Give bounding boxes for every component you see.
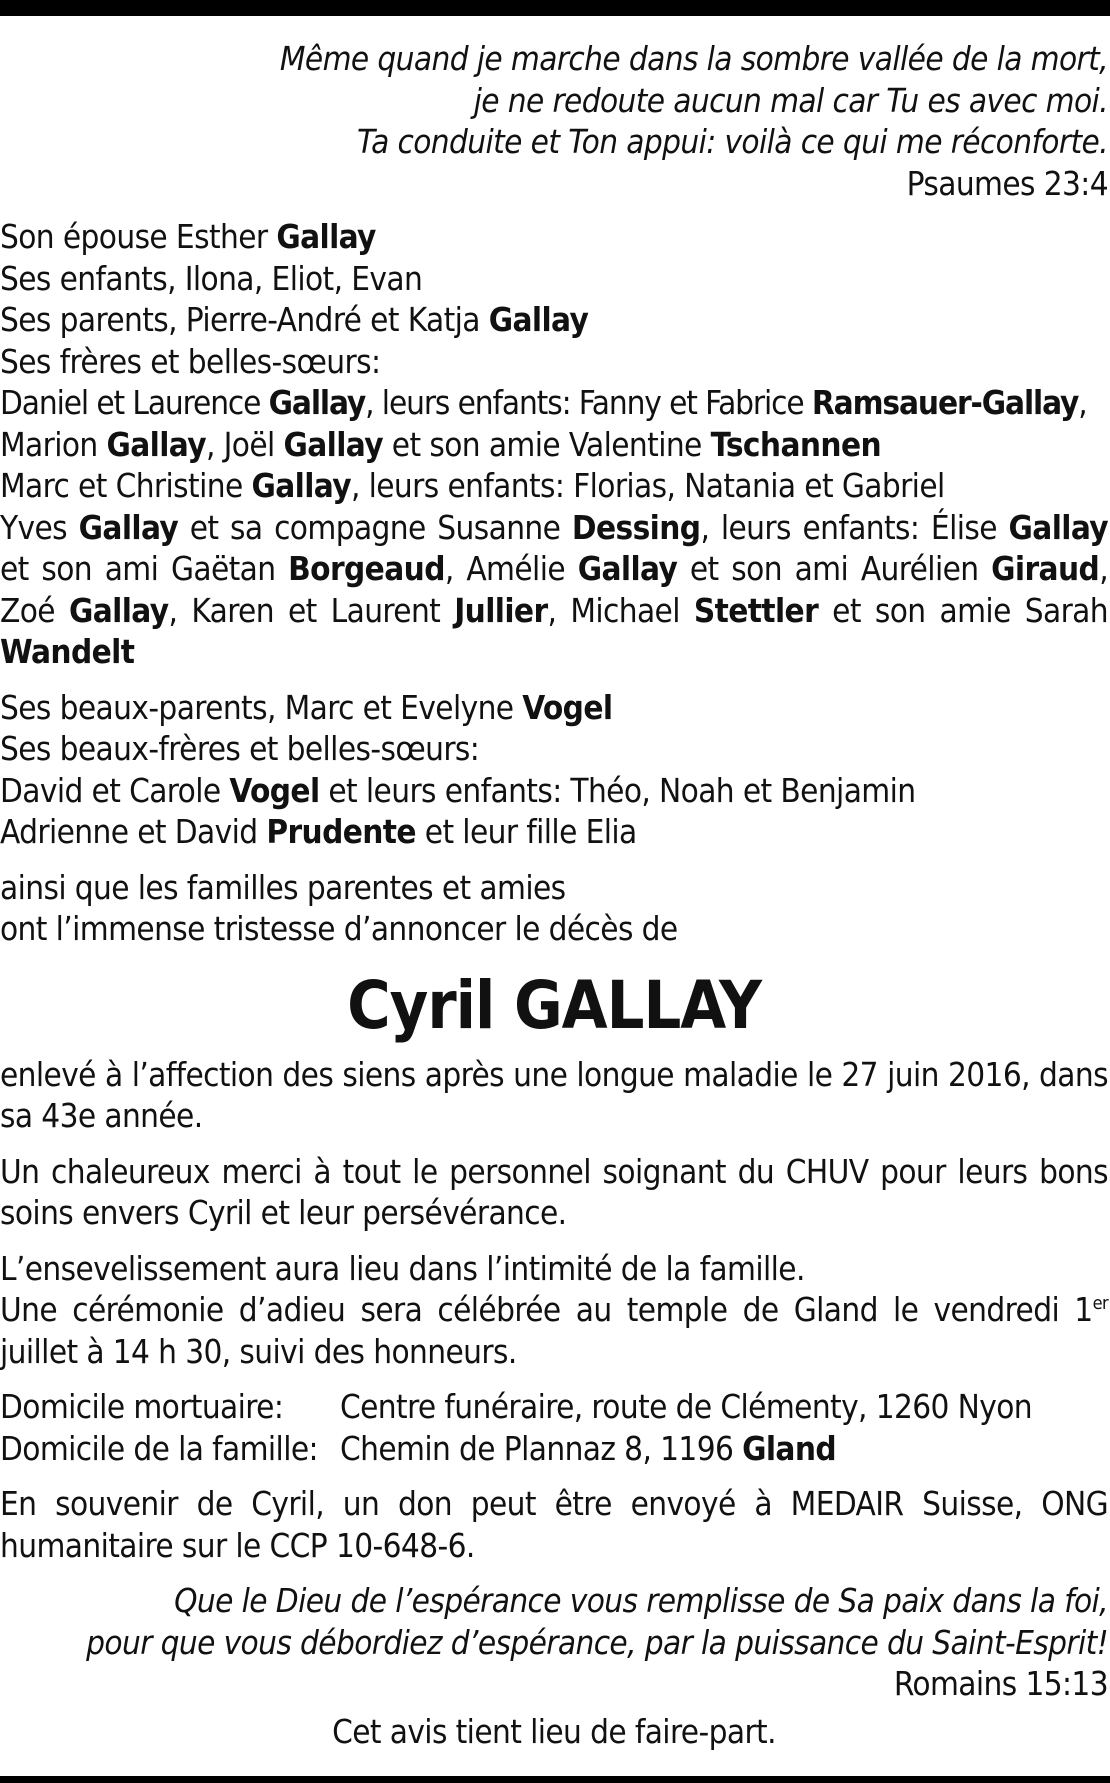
- mortuary-address: [0, 1386, 1108, 1428]
- address-town: Gland: [742, 1428, 837, 1468]
- surname: Borgeaud: [288, 549, 445, 588]
- text: et son ami Aurélien: [677, 549, 992, 588]
- surname: Gallay: [268, 383, 366, 422]
- in-law-parents-line: [0, 687, 1108, 729]
- text: , Michael: [547, 590, 694, 630]
- surname: Jullier: [454, 590, 548, 630]
- announcement-line: ont l’immense tristesse d’annoncer le décès de: [0, 909, 678, 948]
- text: , leurs enfants: Florias, Natania et Gabriel: [350, 466, 945, 505]
- surname: Vogel: [522, 687, 613, 727]
- text: Son épouse Esther: [0, 217, 277, 256]
- top-rule: [0, 0, 1110, 16]
- text: Daniel et Laurence: [0, 383, 269, 422]
- sibling-yves-paragraph: [0, 507, 1108, 673]
- announcement-line: ainsi que les familles parentes et amies: [0, 867, 566, 907]
- text: , Amélie: [444, 549, 578, 588]
- in-law-david-line: [0, 770, 1108, 812]
- surname: Dessing: [571, 507, 701, 547]
- text: Marion: [0, 424, 107, 464]
- text: , Karen et Laurent: [168, 590, 455, 630]
- verse-top-line: Même quand je marche dans la sombre vallée de la mort,: [279, 39, 1108, 78]
- verse-bottom-reference: Romains 15:13: [893, 1664, 1108, 1703]
- ceremony-paragraph: [0, 1248, 1108, 1373]
- sibling-marc-line: [0, 465, 1108, 507]
- text: et son amie Valentine: [382, 424, 711, 464]
- passing-paragraph: enlevé à l’affection des siens après une longue maladie le 27 juin 2016, dans sa 43e année.: [0, 1054, 1108, 1135]
- text: , Joël: [205, 424, 284, 464]
- verse-top-line: je ne redoute aucun mal car Tu es avec moi.: [473, 80, 1108, 120]
- ordinal-suffix: er: [1092, 1293, 1108, 1314]
- thanks-paragraph: Un chaleureux merci à tout le personnel soignant du CHUV pour leurs bons soins envers Cyril et leur persévérance.: [0, 1151, 1108, 1232]
- siblings-heading: Ses frères et belles-sœurs:: [0, 341, 381, 381]
- surname: Prudente: [266, 812, 416, 851]
- surname: Gallay: [1008, 507, 1108, 547]
- surname: Tschannen: [710, 424, 882, 464]
- sibling-daniel-line: [0, 382, 1108, 424]
- address-label: Domicile de la famille:: [0, 1428, 318, 1468]
- closing-line: Cet avis tient lieu de faire-part.: [332, 1711, 776, 1751]
- surname: Gallay: [78, 507, 179, 547]
- in-law-adrienne-line: [0, 811, 1108, 853]
- announcement: [0, 867, 1108, 950]
- text: et sa compagne Susanne: [178, 507, 572, 547]
- verse-bottom-line: pour que vous débordiez d’espérance, par la puissance du Saint-Esprit!: [86, 1622, 1108, 1662]
- surname: Gallay: [68, 590, 169, 630]
- surname: Giraud: [991, 549, 1100, 588]
- burial-line: L’ensevelissement aura lieu dans l’intimité de la famille.: [0, 1248, 805, 1288]
- surname: Gallay: [577, 549, 678, 588]
- text: Adrienne et David: [0, 812, 267, 851]
- deceased-name: Cyril GALLAY: [347, 966, 761, 1044]
- text: Marc et Christine: [0, 466, 252, 505]
- donation-paragraph: En souvenir de Cyril, un don peut être envoyé à MEDAIR Suisse, ONG humanitaire sur le CCP 10-648-6.: [0, 1484, 1108, 1565]
- surname: Gallay: [488, 300, 589, 339]
- text: et leur fille Elia: [415, 812, 637, 851]
- text: , Zoé: [0, 549, 1109, 630]
- text: et son ami Gaëtan: [0, 549, 289, 588]
- surname: Gallay: [276, 217, 376, 256]
- family-list: [0, 216, 1108, 673]
- in-law-siblings-heading: Ses beaux-frères et belles-sœurs:: [0, 729, 480, 768]
- surname: Vogel: [229, 770, 320, 810]
- address-label: Domicile mortuaire:: [0, 1387, 284, 1426]
- text: David et Carole: [0, 770, 230, 810]
- surname: Stettler: [693, 590, 819, 630]
- surname: Gallay: [106, 424, 206, 464]
- text: Yves: [0, 507, 79, 547]
- text: Ses beaux-parents, Marc et Evelyne: [0, 687, 523, 727]
- family-address: [0, 1428, 1108, 1470]
- obituary-notice: [0, 38, 1108, 1752]
- text: juillet à 14 h 30, suivi des honneurs.: [0, 1331, 517, 1371]
- address-value: Centre funéraire, route de Clémenty, 1260 Nyon: [340, 1387, 1033, 1426]
- spouse-line: [0, 216, 1108, 258]
- sibling-marion-line: [0, 424, 1108, 466]
- ceremony-line: [0, 1289, 1108, 1372]
- verse-top-reference: Psaumes 23:4: [906, 163, 1108, 203]
- address-value: Chemin de Plannaz 8, 1196: [340, 1428, 743, 1468]
- text: et leurs enfants: Théo, Noah et Benjamin: [319, 770, 916, 810]
- text: Une cérémonie d’adieu sera célébrée au temple de Gland le vendredi 1: [0, 1290, 1093, 1329]
- children-line: Ses enfants, Ilona, Eliot, Evan: [0, 258, 423, 298]
- text: ,: [1078, 383, 1087, 422]
- verse-top: [0, 38, 1108, 204]
- verse-bottom-line: Que le Dieu de l’espérance vous remplisse de Sa paix dans la foi,: [174, 1581, 1108, 1620]
- text: , leurs enfants: Élise: [700, 507, 1009, 547]
- verse-bottom: [0, 1580, 1108, 1705]
- addresses: [0, 1386, 1108, 1469]
- text: et son amie Sarah: [818, 590, 1108, 630]
- text: , leurs enfants: Fanny et Fabrice: [365, 383, 812, 422]
- in-laws-list: [0, 687, 1108, 853]
- bottom-rule: [0, 1776, 1110, 1783]
- parents-line: [0, 299, 1108, 341]
- text: Ses parents, Pierre-André et Katja: [0, 300, 489, 339]
- surname: Gallay: [251, 466, 351, 505]
- surname: Ramsauer-Gallay: [811, 383, 1079, 422]
- verse-top-line: Ta conduite et Ton appui: voilà ce qui me réconforte.: [357, 122, 1108, 161]
- surname: Gallay: [283, 424, 383, 464]
- surname: Wandelt: [0, 632, 135, 671]
